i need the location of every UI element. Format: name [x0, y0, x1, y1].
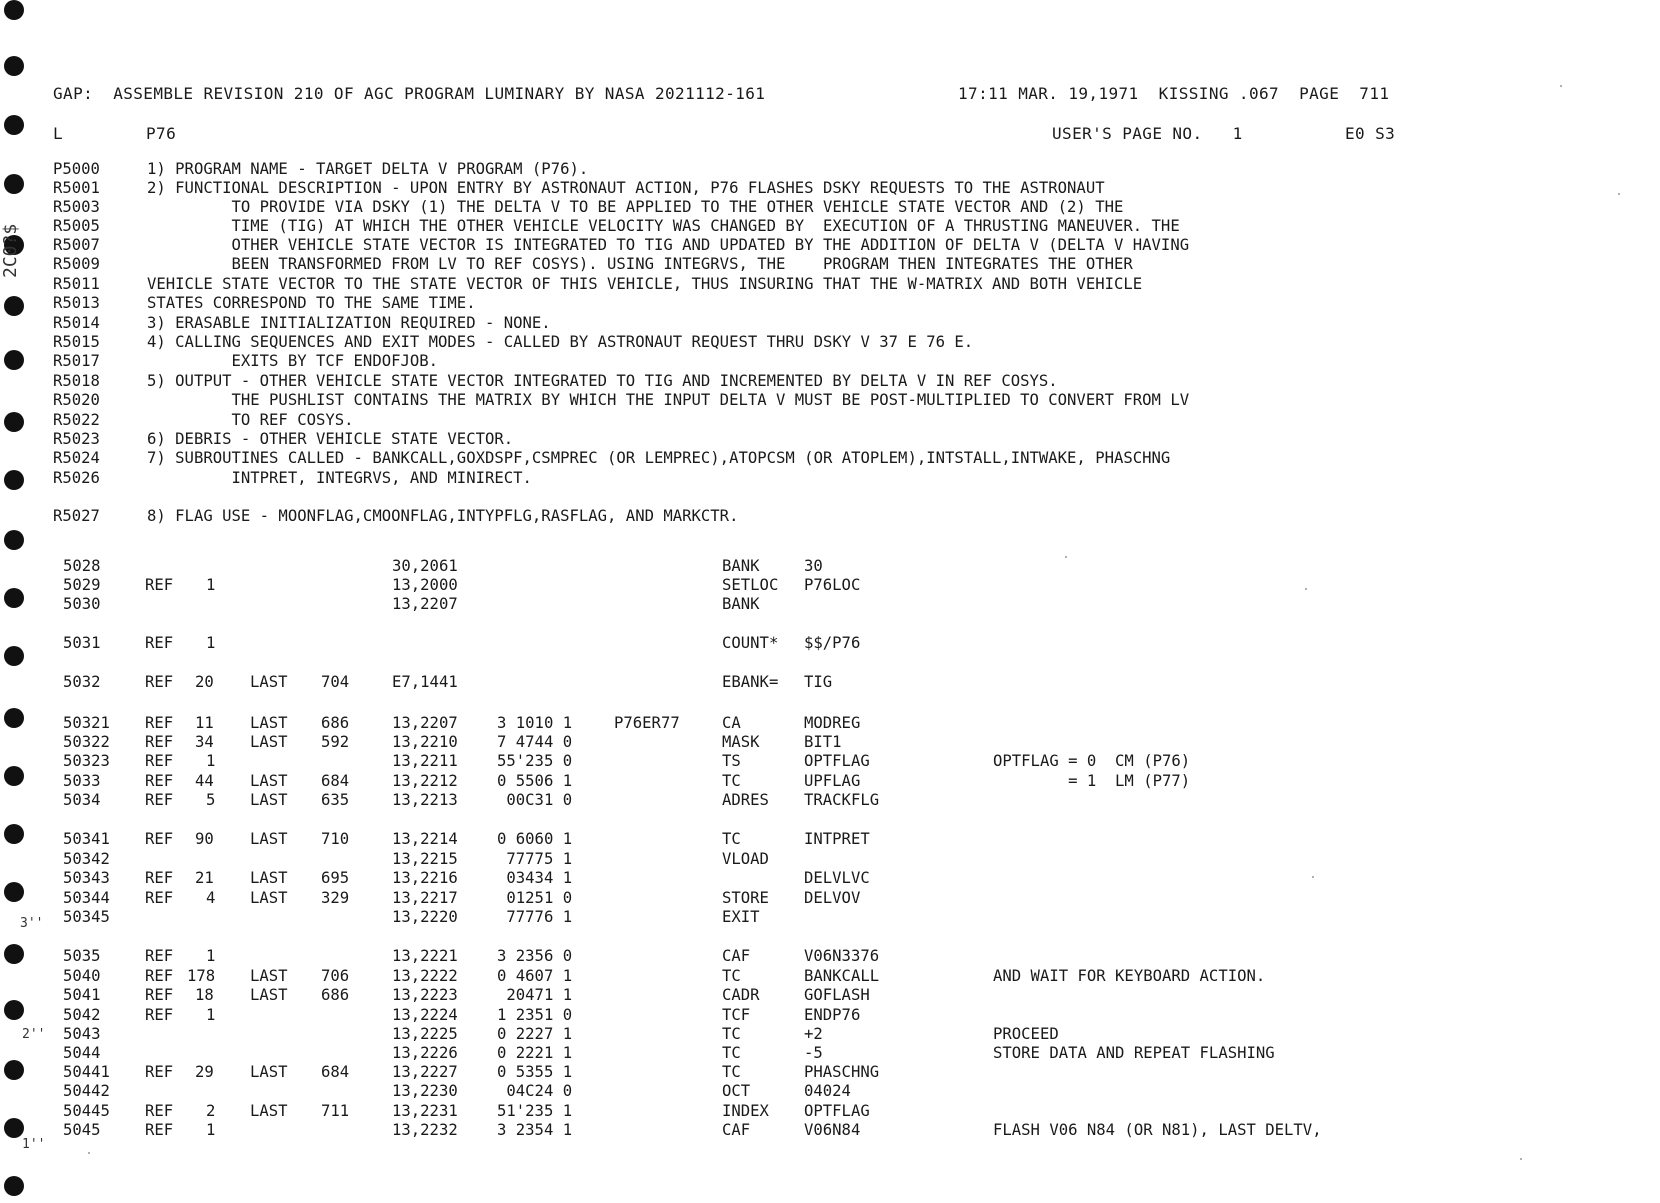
- last-page: 329: [321, 889, 350, 907]
- ref-label: REF: [145, 1063, 174, 1081]
- ref-label: REF: [145, 772, 174, 790]
- code-line-number: 50442: [63, 1082, 110, 1100]
- code-line-number: 5028: [63, 557, 101, 575]
- ref-count: 18: [195, 986, 214, 1004]
- punch-hole-strip: [0, 0, 40, 1203]
- operand: DELVLVC: [804, 869, 870, 887]
- ref-count: 11: [195, 714, 214, 732]
- punch-hole-icon: [4, 56, 24, 76]
- header-user-page: USER'S PAGE NO. 1: [1052, 124, 1243, 143]
- punch-hole-icon: [4, 882, 24, 902]
- operand: TRACKFLG: [804, 791, 880, 809]
- operand: +2: [804, 1025, 823, 1043]
- punch-hole-icon: [4, 470, 24, 490]
- last-label: LAST: [250, 714, 288, 732]
- description-line-text: VEHICLE STATE VECTOR TO THE STATE VECTOR OF THIS VEHICLE, THUS INSURING THAT THE W-MATRIX AND BOTH VEHICLE: [147, 275, 1143, 293]
- ref-label: REF: [145, 1006, 174, 1024]
- speck: [1312, 876, 1314, 878]
- code-line-number: 50323: [63, 752, 110, 770]
- code-line-number: 5030: [63, 595, 101, 613]
- ref-count: 90: [195, 830, 214, 848]
- operand: OPTFLAG: [804, 1102, 870, 1120]
- ref-label: REF: [145, 714, 174, 732]
- ref-count: 178: [187, 967, 216, 985]
- code-line-number: 5041: [63, 986, 101, 1004]
- header-listing-code: L: [53, 124, 64, 143]
- description-line-id: R5005: [53, 217, 100, 235]
- description-line-text: TO REF COSYS.: [147, 411, 354, 429]
- octal-word: 00C31 0: [497, 791, 573, 809]
- address: 13,2212: [392, 772, 458, 790]
- code-line-number: 50342: [63, 850, 110, 868]
- operand: V06N3376: [804, 947, 880, 965]
- operand: MODREG: [804, 714, 861, 732]
- description-line-id: R5024: [53, 449, 100, 467]
- ref-label: REF: [145, 673, 174, 691]
- opcode: TC: [722, 1063, 741, 1081]
- octal-word: 0 2221 1: [497, 1044, 573, 1062]
- last-page: 592: [321, 733, 350, 751]
- operand: $$/P76: [804, 634, 861, 652]
- ref-label: REF: [145, 733, 174, 751]
- description-line-text: 7) SUBROUTINES CALLED - BANKCALL,GOXDSPF,CSMPREC (OR LEMPREC),ATOPCSM (OR ATOPLEM),INTSTALL,INTWAKE, PHASCHNG: [147, 449, 1171, 467]
- code-line-number: 5044: [63, 1044, 101, 1062]
- address: 13,2207: [392, 595, 458, 613]
- address: 13,2232: [392, 1121, 458, 1139]
- opcode: SETLOC: [722, 576, 779, 594]
- opcode: ADRES: [722, 791, 769, 809]
- opcode: INDEX: [722, 1102, 769, 1120]
- ref-count: 44: [195, 772, 214, 790]
- punch-hole-icon: [4, 115, 24, 135]
- code-line-number: 5035: [63, 947, 101, 965]
- ref-count: 1: [206, 1121, 216, 1139]
- ref-count: 21: [195, 869, 214, 887]
- punch-hole-icon: [4, 530, 24, 550]
- last-label: LAST: [250, 1102, 288, 1120]
- operand: GOFLASH: [804, 986, 870, 1004]
- header-timestamp: 17:11 MAR. 19,1971 KISSING .067 PAGE 711: [958, 84, 1390, 103]
- last-page: 711: [321, 1102, 350, 1120]
- speck: [1520, 1158, 1522, 1160]
- punch-hole-icon: [4, 824, 24, 844]
- description-line-id: R5009: [53, 255, 100, 273]
- ref-count: 34: [195, 733, 214, 751]
- address: 13,2207: [392, 714, 458, 732]
- last-label: LAST: [250, 772, 288, 790]
- speck: [1305, 588, 1307, 590]
- address: 13,2217: [392, 889, 458, 907]
- last-page: 710: [321, 830, 350, 848]
- ref-count: 1: [206, 576, 216, 594]
- address: 13,2225: [392, 1025, 458, 1043]
- octal-word: 55'235 0: [497, 752, 573, 770]
- punch-hole-icon: [4, 412, 24, 432]
- ref-label: REF: [145, 947, 174, 965]
- address: 13,2213: [392, 791, 458, 809]
- code-line-number: 5043: [63, 1025, 101, 1043]
- punch-hole-icon: [4, 588, 24, 608]
- opcode: COUNT*: [722, 634, 779, 652]
- address: E7,1441: [392, 673, 458, 691]
- opcode: TC: [722, 772, 741, 790]
- description-line-id: R5014: [53, 314, 100, 332]
- speck: [1065, 556, 1067, 558]
- margin-mark-2: 2'': [22, 1027, 46, 1042]
- description-line-id: P5000: [53, 160, 100, 178]
- address: 13,2224: [392, 1006, 458, 1024]
- octal-word: 03434 1: [497, 869, 573, 887]
- code-line-number: 5033: [63, 772, 101, 790]
- address: 13,2220: [392, 908, 458, 926]
- octal-word: 04C24 0: [497, 1082, 573, 1100]
- code-line-number: 5042: [63, 1006, 101, 1024]
- address: 13,2221: [392, 947, 458, 965]
- description-line-text: 8) FLAG USE - MOONFLAG,CMOONFLAG,INTYPFLG,RASFLAG, AND MARKCTR.: [147, 507, 739, 525]
- opcode: VLOAD: [722, 850, 769, 868]
- ref-label: REF: [145, 830, 174, 848]
- header-title: GAP: ASSEMBLE REVISION 210 OF AGC PROGRAM LUMINARY BY NASA 2021112-161: [53, 84, 766, 103]
- punch-hole-icon: [4, 766, 24, 786]
- octal-word: 77775 1: [497, 850, 573, 868]
- last-label: LAST: [250, 791, 288, 809]
- punch-hole-icon: [4, 1060, 24, 1080]
- punch-hole-icon: [4, 0, 24, 20]
- opcode: TC: [722, 830, 741, 848]
- comment: STORE DATA AND REPEAT FLASHING: [993, 1044, 1275, 1062]
- description-line-text: INTPRET, INTEGRVS, AND MINIRECT.: [147, 469, 532, 487]
- opcode: EBANK=: [722, 673, 779, 691]
- operand: BANKCALL: [804, 967, 880, 985]
- ref-count: 5: [206, 791, 216, 809]
- ref-count: 1: [206, 1006, 216, 1024]
- code-line-number: 5031: [63, 634, 101, 652]
- address: 30,2061: [392, 557, 458, 575]
- address: 13,2227: [392, 1063, 458, 1081]
- description-line-id: R5023: [53, 430, 100, 448]
- ref-count: 2: [206, 1102, 216, 1120]
- ref-label: REF: [145, 576, 174, 594]
- opcode: MASK: [722, 733, 760, 751]
- opcode: OCT: [722, 1082, 751, 1100]
- description-line-id: R5003: [53, 198, 100, 216]
- address: 13,2231: [392, 1102, 458, 1120]
- octal-word: 0 4607 1: [497, 967, 573, 985]
- octal-word: 3 2356 0: [497, 947, 573, 965]
- last-page: 684: [321, 1063, 350, 1081]
- description-line-text: 2) FUNCTIONAL DESCRIPTION - UPON ENTRY BY ASTRONAUT ACTION, P76 FLASHES DSKY REQUESTS TO THE ASTRONAUT: [147, 179, 1105, 197]
- punch-hole-icon: [4, 1000, 24, 1020]
- last-page: 684: [321, 772, 350, 790]
- opcode: TC: [722, 1044, 741, 1062]
- ref-count: 20: [195, 673, 214, 691]
- description-line-id: R5026: [53, 469, 100, 487]
- opcode: CAF: [722, 1121, 751, 1139]
- description-line-id: R5015: [53, 333, 100, 351]
- punch-hole-icon: [4, 350, 24, 370]
- punch-hole-icon: [4, 296, 24, 316]
- description-line-text: 1) PROGRAM NAME - TARGET DELTA V PROGRAM (P76).: [147, 160, 589, 178]
- last-page: 686: [321, 714, 350, 732]
- description-line-id: R5022: [53, 411, 100, 429]
- last-page: 635: [321, 791, 350, 809]
- address: 13,2210: [392, 733, 458, 751]
- address: 13,2000: [392, 576, 458, 594]
- code-line-number: 50341: [63, 830, 110, 848]
- code-line-number: 50441: [63, 1063, 110, 1081]
- ref-label: REF: [145, 1102, 174, 1120]
- last-label: LAST: [250, 967, 288, 985]
- octal-word: 3 1010 1: [497, 714, 573, 732]
- opcode: CA: [722, 714, 741, 732]
- margin-mark-3: 3'': [20, 916, 44, 931]
- description-line-id: R5018: [53, 372, 100, 390]
- punch-hole-icon: [4, 646, 24, 666]
- description-line-text: TO PROVIDE VIA DSKY (1) THE DELTA V TO BE APPLIED TO THE OTHER VEHICLE STATE VECTOR AND (2) THE: [147, 198, 1124, 216]
- address: 13,2223: [392, 986, 458, 1004]
- speck: [1618, 193, 1620, 195]
- opcode: BANK: [722, 595, 760, 613]
- ref-label: REF: [145, 967, 174, 985]
- octal-word: 51'235 1: [497, 1102, 573, 1120]
- code-line-number: 50445: [63, 1102, 110, 1120]
- ref-label: REF: [145, 869, 174, 887]
- description-line-id: R5001: [53, 179, 100, 197]
- last-label: LAST: [250, 986, 288, 1004]
- code-line-number: 5029: [63, 576, 101, 594]
- octal-word: 7 4744 0: [497, 733, 573, 751]
- operand: 04024: [804, 1082, 851, 1100]
- address: 13,2211: [392, 752, 458, 770]
- description-line-text: OTHER VEHICLE STATE VECTOR IS INTEGRATED TO TIG AND UPDATED BY THE ADDITION OF DELTA V (DELTA V HAVING: [147, 236, 1190, 254]
- opcode: TCF: [722, 1006, 751, 1024]
- header-eo-code: E0 S3: [1345, 124, 1396, 143]
- opcode: TC: [722, 1025, 741, 1043]
- speck: [88, 1152, 90, 1154]
- opcode: CAF: [722, 947, 751, 965]
- opcode: BANK: [722, 557, 760, 575]
- address: 13,2214: [392, 830, 458, 848]
- code-line-number: 5040: [63, 967, 101, 985]
- ref-count: 4: [206, 889, 216, 907]
- description-line-text: STATES CORRESPOND TO THE SAME TIME.: [147, 294, 476, 312]
- octal-word: 01251 0: [497, 889, 573, 907]
- address: 13,2222: [392, 967, 458, 985]
- last-page: 695: [321, 869, 350, 887]
- last-label: LAST: [250, 869, 288, 887]
- margin-side-text: 2C0?$: [0, 223, 21, 278]
- code-line-number: 5032: [63, 673, 101, 691]
- code-line-number: 50345: [63, 908, 110, 926]
- description-line-id: R5013: [53, 294, 100, 312]
- last-page: 686: [321, 986, 350, 1004]
- operand: OPTFLAG: [804, 752, 870, 770]
- ref-count: 1: [206, 634, 216, 652]
- header-program: P76: [146, 124, 177, 143]
- last-label: LAST: [250, 889, 288, 907]
- comment: = 1 LM (P77): [993, 772, 1191, 790]
- ref-label: REF: [145, 791, 174, 809]
- operand: V06N84: [804, 1121, 861, 1139]
- ref-label: REF: [145, 634, 174, 652]
- description-line-text: 4) CALLING SEQUENCES AND EXIT MODES - CALLED BY ASTRONAUT REQUEST THRU DSKY V 37 E 76 E.: [147, 333, 974, 351]
- comment: PROCEED: [993, 1025, 1059, 1043]
- ref-label: REF: [145, 1121, 174, 1139]
- octal-word: 0 5506 1: [497, 772, 573, 790]
- address: 13,2230: [392, 1082, 458, 1100]
- code-line-number: 50344: [63, 889, 110, 907]
- comment: FLASH V06 N84 (OR N81), LAST DELTV,: [993, 1121, 1322, 1139]
- description-line-text: 3) ERASABLE INITIALIZATION REQUIRED - NONE.: [147, 314, 551, 332]
- last-page: 706: [321, 967, 350, 985]
- comment: OPTFLAG = 0 CM (P76): [993, 752, 1191, 770]
- punch-hole-icon: [4, 1176, 24, 1196]
- margin-mark-1: 1'': [22, 1137, 46, 1152]
- description-line-id: R5017: [53, 352, 100, 370]
- operand: DELVOV: [804, 889, 861, 907]
- last-label: LAST: [250, 1063, 288, 1081]
- octal-word: 1 2351 0: [497, 1006, 573, 1024]
- octal-word: 3 2354 1: [497, 1121, 573, 1139]
- description-line-id: R5027: [53, 507, 100, 525]
- code-line-number: 50343: [63, 869, 110, 887]
- description-line-text: 6) DEBRIS - OTHER VEHICLE STATE VECTOR.: [147, 430, 514, 448]
- description-line-text: BEEN TRANSFORMED FROM LV TO REF COSYS). USING INTEGRVS, THE PROGRAM THEN INTEGRATES THE OTHER: [147, 255, 1133, 273]
- operand: 30: [804, 557, 823, 575]
- address: 13,2215: [392, 850, 458, 868]
- address: 13,2226: [392, 1044, 458, 1062]
- opcode: TS: [722, 752, 741, 770]
- description-line-id: R5020: [53, 391, 100, 409]
- ref-count: 1: [206, 947, 216, 965]
- code-line-number: 50321: [63, 714, 110, 732]
- octal-word: 0 2227 1: [497, 1025, 573, 1043]
- address: 13,2216: [392, 869, 458, 887]
- description-line-id: R5011: [53, 275, 100, 293]
- code-line-number: 5045: [63, 1121, 101, 1139]
- octal-word: 0 6060 1: [497, 830, 573, 848]
- operand: UPFLAG: [804, 772, 861, 790]
- code-line-number: 50322: [63, 733, 110, 751]
- punch-hole-icon: [4, 944, 24, 964]
- operand: BIT1: [804, 733, 842, 751]
- octal-word: 20471 1: [497, 986, 573, 1004]
- description-line-text: 5) OUTPUT - OTHER VEHICLE STATE VECTOR INTEGRATED TO TIG AND INCREMENTED BY DELTA V IN REF COSYS.: [147, 372, 1058, 390]
- operand: INTPRET: [804, 830, 870, 848]
- operand: ENDP76: [804, 1006, 861, 1024]
- operand: PHASCHNG: [804, 1063, 880, 1081]
- last-label: LAST: [250, 673, 288, 691]
- opcode: CADR: [722, 986, 760, 1004]
- comment: AND WAIT FOR KEYBOARD ACTION.: [993, 967, 1266, 985]
- opcode: STORE: [722, 889, 769, 907]
- punch-hole-icon: [4, 708, 24, 728]
- octal-word: 77776 1: [497, 908, 573, 926]
- code-line-number: 5034: [63, 791, 101, 809]
- opcode: EXIT: [722, 908, 760, 926]
- ref-label: REF: [145, 889, 174, 907]
- opcode: TC: [722, 967, 741, 985]
- ref-label: REF: [145, 986, 174, 1004]
- speck: [1560, 85, 1562, 87]
- operand: TIG: [804, 673, 833, 691]
- ref-count: 1: [206, 752, 216, 770]
- last-label: LAST: [250, 733, 288, 751]
- last-page: 704: [321, 673, 350, 691]
- description-line-text: THE PUSHLIST CONTAINS THE MATRIX BY WHICH THE INPUT DELTA V MUST BE POST-MULTIPLIED TO CONVERT FROM LV: [147, 391, 1190, 409]
- description-line-text: EXITS BY TCF ENDOFJOB.: [147, 352, 439, 370]
- punch-hole-icon: [4, 1118, 24, 1138]
- punch-hole-icon: [4, 174, 24, 194]
- ref-label: REF: [145, 752, 174, 770]
- last-label: LAST: [250, 830, 288, 848]
- ref-count: 29: [195, 1063, 214, 1081]
- operand: -5: [804, 1044, 823, 1062]
- operand: P76LOC: [804, 576, 861, 594]
- octal-word: 0 5355 1: [497, 1063, 573, 1081]
- symbol-label: P76ER77: [614, 714, 680, 732]
- description-line-text: TIME (TIG) AT WHICH THE OTHER VEHICLE VELOCITY WAS CHANGED BY EXECUTION OF A THRUSTING MANEUVER. THE: [147, 217, 1180, 235]
- description-line-id: R5007: [53, 236, 100, 254]
